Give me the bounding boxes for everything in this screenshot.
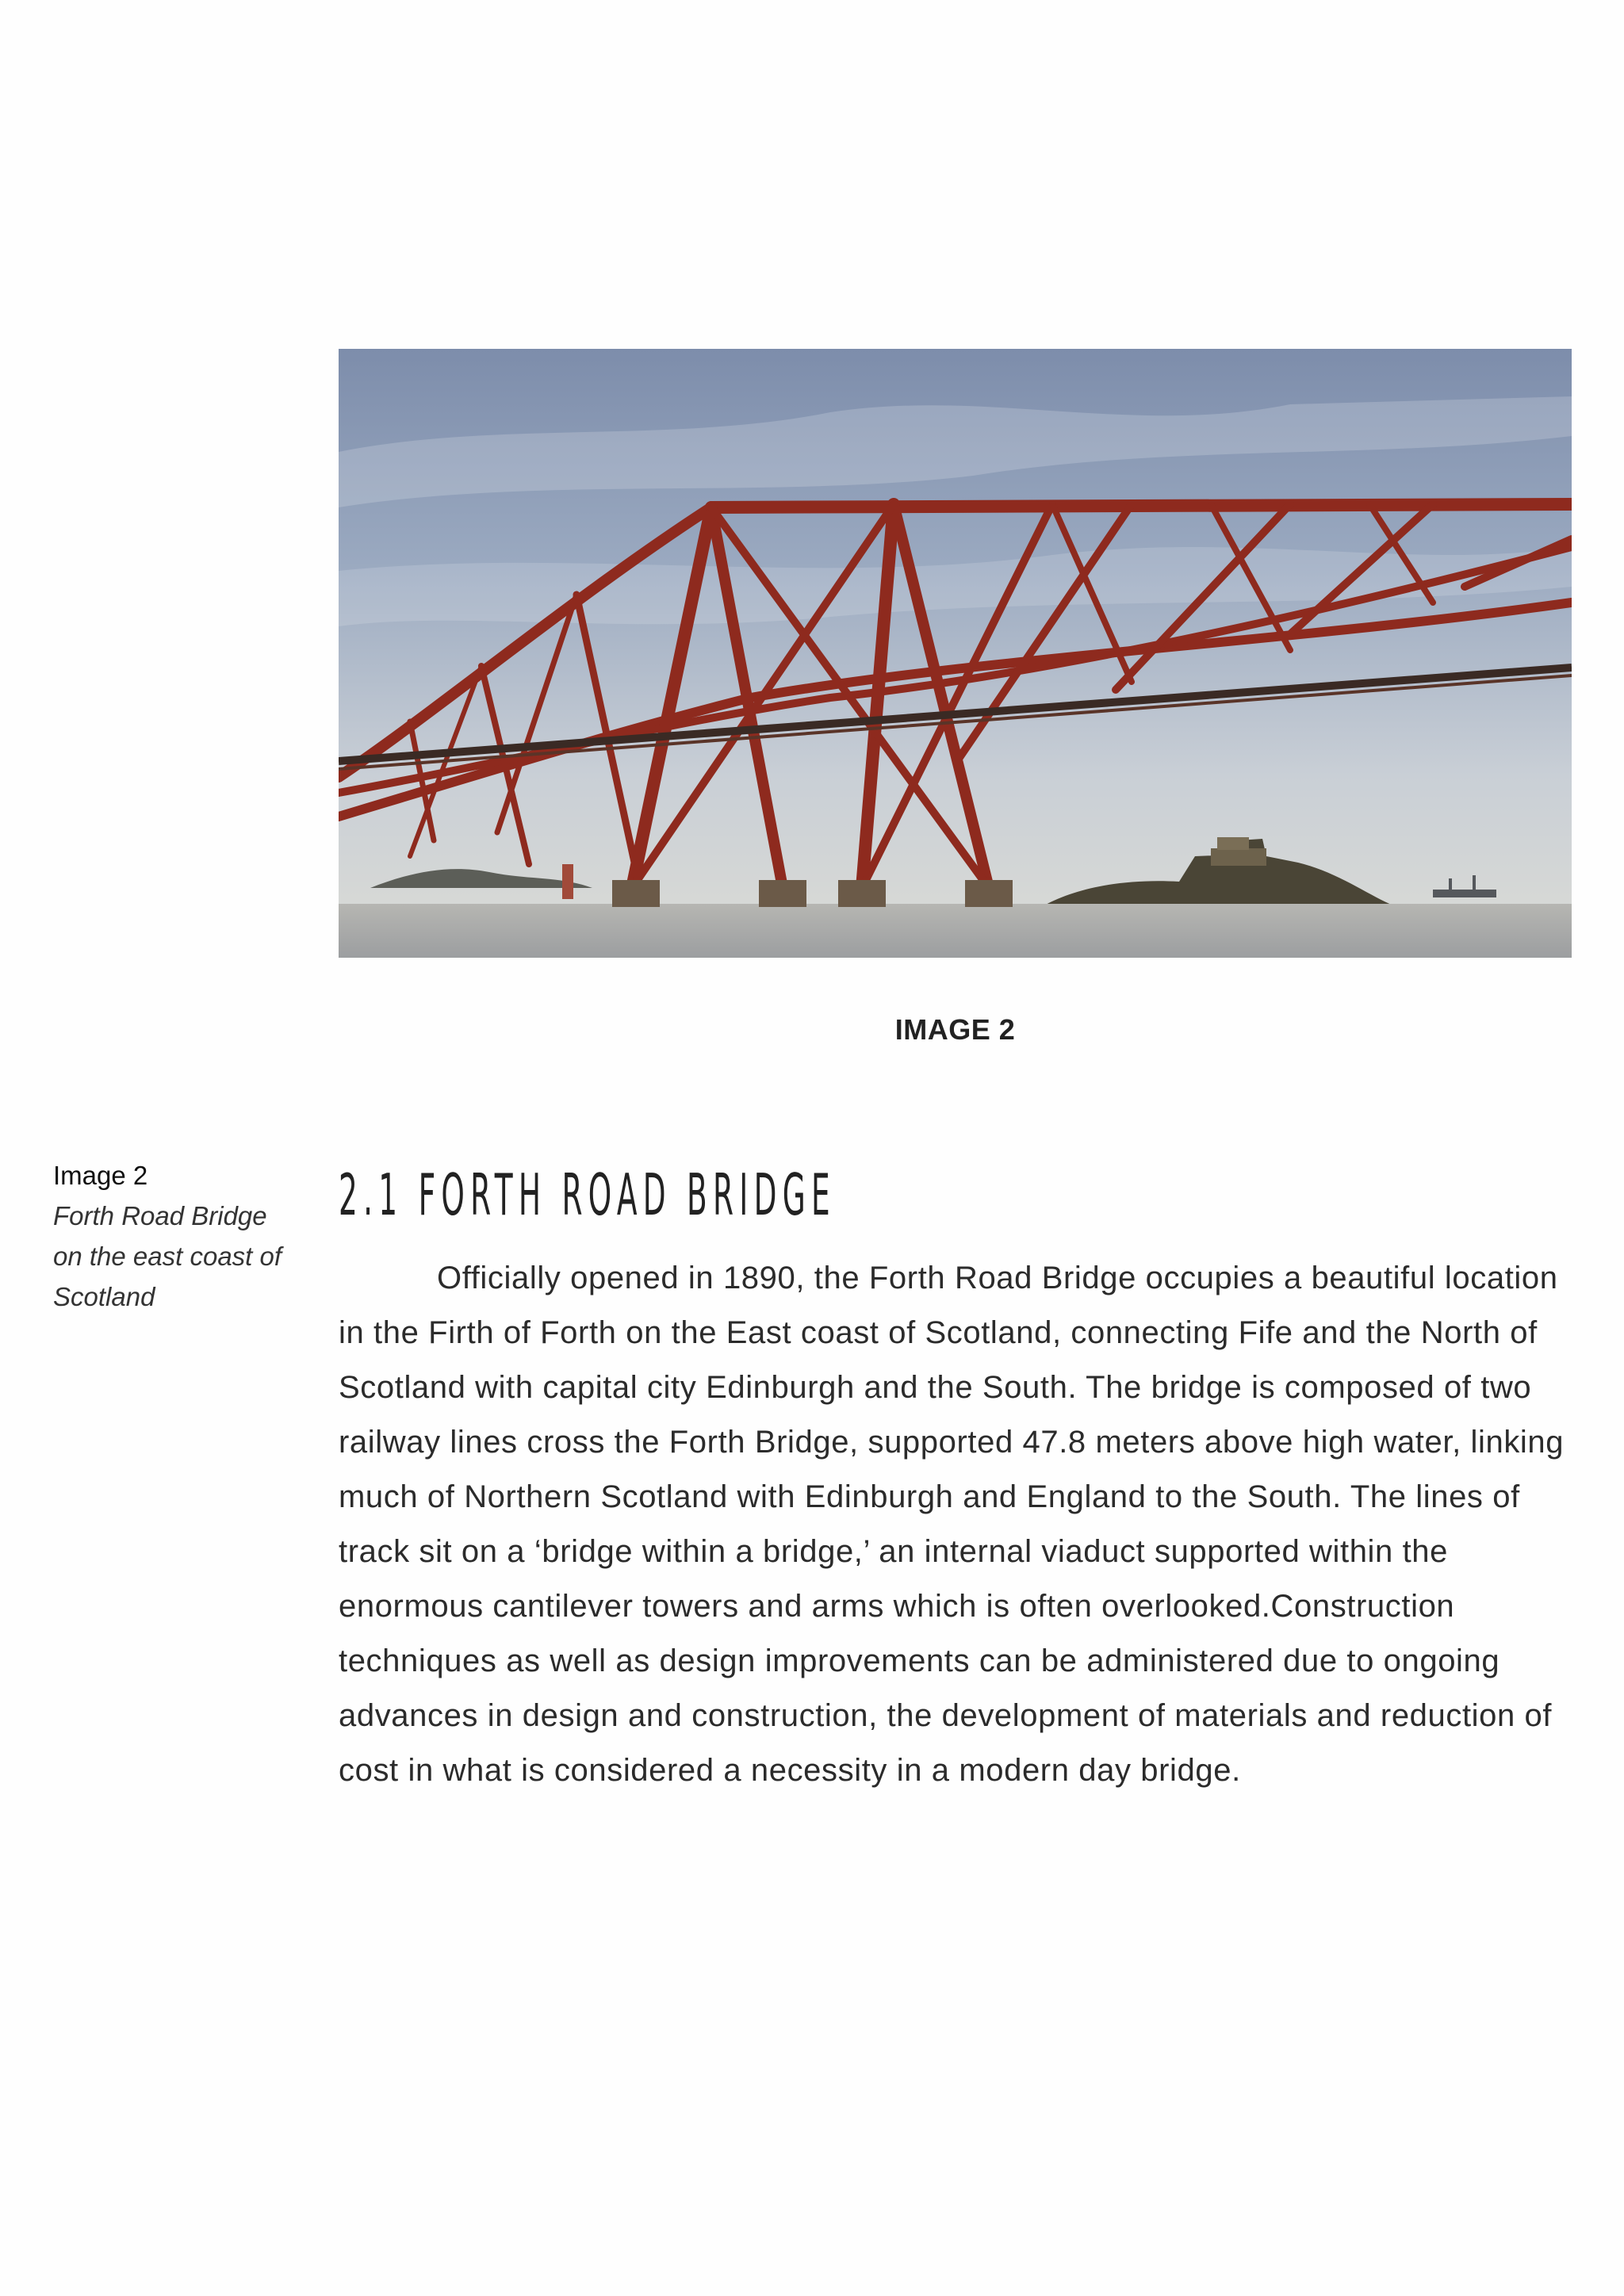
caption-description [53,1196,307,1317]
bridge-photo [339,349,1572,958]
caption-line: on the east coast of [53,1242,282,1271]
section-heading: 2.1 FORTH ROAD BRIDGE [339,1161,836,1228]
body-paragraph: Officially opened in 1890, the Forth Road Bridge occupies a beautiful location in the Firth of Forth on the East coast of Scotland, connecting Fife and the North of Scotland with capital city Edinburgh and the South. The bridge is composed of two railway lines cross the Forth Bridge, supported 47.8 meters above high water, linking much of Northern Scotland with Edinburgh and England to the South. The lines of track sit on a ‘bridge within a bridge,’ an internal viaduct supported within the enormous cantilever towers and arms which is often overlooked.Construction techniques as well as design improvements can be administered due to ongoing advances in design and construction, the development of materials and reduction of cost in what is considered a necessity in a modern day bridge. [339,1261,1565,1788]
caption-line: Forth Road Bridge [53,1201,267,1230]
caption-line: Scotland [53,1282,155,1311]
side-caption [53,1156,307,1317]
image-label: IMAGE 2 [894,1013,1016,1046]
forth-bridge-illustration [339,349,1572,958]
caption-title: Image 2 [53,1161,148,1190]
